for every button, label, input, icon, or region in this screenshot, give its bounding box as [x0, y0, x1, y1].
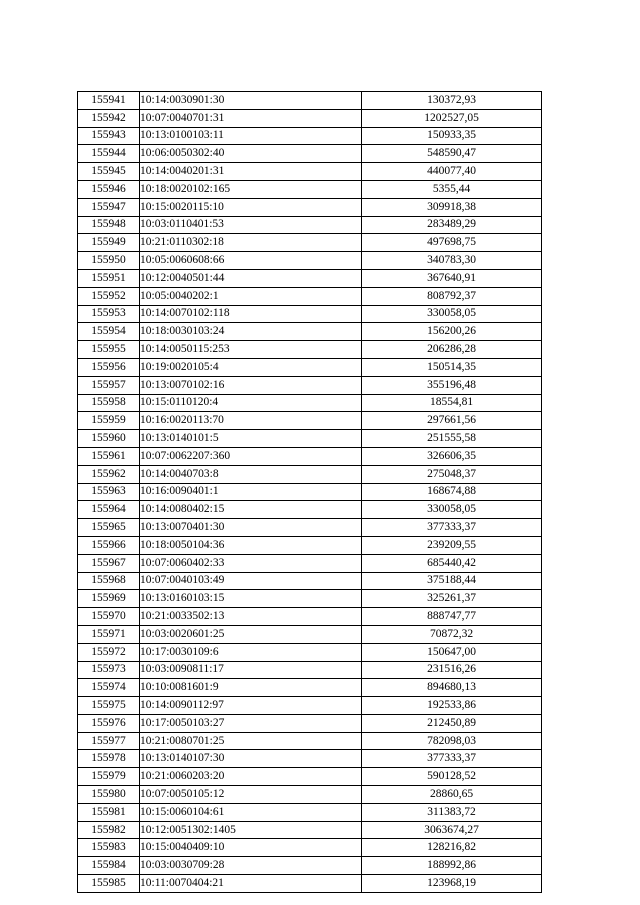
cadastral-number-cell: 10:21:0080701:25	[140, 732, 362, 750]
cadastral-number-cell: 10:14:0070102:118	[140, 305, 362, 323]
table-row	[78, 821, 542, 839]
cadastral-number-cell: 10:15:0040409:10	[140, 839, 362, 857]
table-row	[78, 180, 542, 198]
amount-cell: 497698,75	[362, 234, 542, 252]
table-row	[78, 198, 542, 216]
cadastral-number-cell: 10:03:0030709:28	[140, 857, 362, 875]
table-row	[78, 519, 542, 537]
cadastral-number-cell: 10:12:0040501:44	[140, 269, 362, 287]
amount-cell: 1202527,05	[362, 109, 542, 127]
cadastral-number-cell: 10:16:0090401:1	[140, 483, 362, 501]
amount-cell: 548590,47	[362, 145, 542, 163]
row-number-cell: 155947	[78, 198, 140, 216]
table-row	[78, 305, 542, 323]
row-number-cell: 155943	[78, 127, 140, 145]
table-row	[78, 394, 542, 412]
row-number-cell: 155974	[78, 679, 140, 697]
amount-cell: 168674,88	[362, 483, 542, 501]
row-number-cell: 155983	[78, 839, 140, 857]
row-number-cell: 155973	[78, 661, 140, 679]
row-number-cell: 155968	[78, 572, 140, 590]
cadastral-number-cell: 10:07:0062207:360	[140, 447, 362, 465]
cadastral-number-cell: 10:14:0080402:15	[140, 501, 362, 519]
cadastral-number-cell: 10:18:0030103:24	[140, 323, 362, 341]
table-row	[78, 216, 542, 234]
amount-cell: 325261,37	[362, 590, 542, 608]
row-number-cell: 155969	[78, 590, 140, 608]
cadastral-number-cell: 10:14:0040703:8	[140, 465, 362, 483]
table-row	[78, 679, 542, 697]
cadastral-number-cell: 10:13:0070401:30	[140, 519, 362, 537]
row-number-cell: 155962	[78, 465, 140, 483]
row-number-cell: 155982	[78, 821, 140, 839]
cadastral-number-cell: 10:12:0051302:1405	[140, 821, 362, 839]
table-row	[78, 358, 542, 376]
table-row	[78, 447, 542, 465]
row-number-cell: 155953	[78, 305, 140, 323]
table-row	[78, 536, 542, 554]
amount-cell: 311383,72	[362, 803, 542, 821]
row-number-cell: 155970	[78, 608, 140, 626]
cadastral-number-cell: 10:14:0090112:97	[140, 697, 362, 715]
row-number-cell: 155978	[78, 750, 140, 768]
cadastral-number-cell: 10:14:0040201:31	[140, 163, 362, 181]
row-number-cell: 155954	[78, 323, 140, 341]
table-row	[78, 163, 542, 181]
row-number-cell: 155955	[78, 341, 140, 359]
cadastral-number-cell: 10:13:0100103:11	[140, 127, 362, 145]
row-number-cell: 155976	[78, 714, 140, 732]
cadastral-number-cell: 10:18:0020102:165	[140, 180, 362, 198]
cadastral-number-cell: 10:14:0030901:30	[140, 92, 362, 110]
amount-cell: 375188,44	[362, 572, 542, 590]
table-row	[78, 786, 542, 804]
cadastral-number-cell: 10:15:0110120:4	[140, 394, 362, 412]
row-number-cell: 155956	[78, 358, 140, 376]
table-row	[78, 269, 542, 287]
amount-cell: 206286,28	[362, 341, 542, 359]
row-number-cell: 155971	[78, 625, 140, 643]
amount-cell: 888747,77	[362, 608, 542, 626]
row-number-cell: 155972	[78, 643, 140, 661]
cadastral-number-cell: 10:13:0140101:5	[140, 430, 362, 448]
amount-cell: 309918,38	[362, 198, 542, 216]
table-row	[78, 732, 542, 750]
amount-cell: 212450,89	[362, 714, 542, 732]
table-row	[78, 625, 542, 643]
amount-cell: 367640,91	[362, 269, 542, 287]
cadastral-number-cell: 10:17:0030109:6	[140, 643, 362, 661]
table-row	[78, 127, 542, 145]
row-number-cell: 155966	[78, 536, 140, 554]
cadastral-number-cell: 10:07:0040701:31	[140, 109, 362, 127]
row-number-cell: 155951	[78, 269, 140, 287]
row-number-cell: 155958	[78, 394, 140, 412]
row-number-cell: 155952	[78, 287, 140, 305]
cadastral-number-cell: 10:03:0110401:53	[140, 216, 362, 234]
amount-cell: 70872,32	[362, 625, 542, 643]
table-row	[78, 465, 542, 483]
row-number-cell: 155949	[78, 234, 140, 252]
cadastral-number-cell: 10:06:0050302:40	[140, 145, 362, 163]
table-row	[78, 768, 542, 786]
amount-cell: 283489,29	[362, 216, 542, 234]
cadastral-number-cell: 10:17:0050103:27	[140, 714, 362, 732]
amount-cell: 808792,37	[362, 287, 542, 305]
row-number-cell: 155957	[78, 376, 140, 394]
row-number-cell: 155963	[78, 483, 140, 501]
table-row	[78, 483, 542, 501]
cadastral-number-cell: 10:16:0020113:70	[140, 412, 362, 430]
table-row	[78, 839, 542, 857]
amount-cell: 355196,48	[362, 376, 542, 394]
cadastral-number-cell: 10:14:0050115:253	[140, 341, 362, 359]
amount-cell: 239209,55	[362, 536, 542, 554]
cadastral-number-cell: 10:21:0033502:13	[140, 608, 362, 626]
amount-cell: 326606,35	[362, 447, 542, 465]
table-row	[78, 501, 542, 519]
table-row	[78, 608, 542, 626]
row-number-cell: 155959	[78, 412, 140, 430]
row-number-cell: 155941	[78, 92, 140, 110]
table-row	[78, 109, 542, 127]
cadastral-number-cell: 10:18:0050104:36	[140, 536, 362, 554]
row-number-cell: 155948	[78, 216, 140, 234]
amount-cell: 231516,26	[362, 661, 542, 679]
cadastral-number-cell: 10:19:0020105:4	[140, 358, 362, 376]
row-number-cell: 155944	[78, 145, 140, 163]
table-row	[78, 287, 542, 305]
cadastral-number-cell: 10:07:0050105:12	[140, 786, 362, 804]
table-row	[78, 643, 542, 661]
amount-cell: 340783,30	[362, 252, 542, 270]
cadastral-number-cell: 10:07:0040103:49	[140, 572, 362, 590]
table-row	[78, 145, 542, 163]
cadastral-number-cell: 10:21:0110302:18	[140, 234, 362, 252]
table-row	[78, 750, 542, 768]
table-row	[78, 92, 542, 110]
row-number-cell: 155950	[78, 252, 140, 270]
table-row	[78, 341, 542, 359]
table-row	[78, 376, 542, 394]
cadastral-number-cell: 10:03:0090811:17	[140, 661, 362, 679]
table-row	[78, 875, 542, 893]
cadastral-number-cell: 10:03:0020601:25	[140, 625, 362, 643]
table-row	[78, 252, 542, 270]
table-row	[78, 803, 542, 821]
table-row	[78, 412, 542, 430]
amount-cell: 440077,40	[362, 163, 542, 181]
row-number-cell: 155980	[78, 786, 140, 804]
table-row	[78, 714, 542, 732]
row-number-cell: 155964	[78, 501, 140, 519]
amount-cell: 3063674,27	[362, 821, 542, 839]
amount-cell: 377333,37	[362, 519, 542, 537]
row-number-cell: 155942	[78, 109, 140, 127]
table-row	[78, 234, 542, 252]
amount-cell: 150933,35	[362, 127, 542, 145]
row-number-cell: 155984	[78, 857, 140, 875]
amount-cell: 130372,93	[362, 92, 542, 110]
amount-cell: 150514,35	[362, 358, 542, 376]
cadastral-number-cell: 10:13:0160103:15	[140, 590, 362, 608]
cadastral-number-cell: 10:05:0040202:1	[140, 287, 362, 305]
table-row	[78, 857, 542, 875]
amount-cell: 251555,58	[362, 430, 542, 448]
cadastral-number-cell: 10:13:0070102:16	[140, 376, 362, 394]
table-row	[78, 323, 542, 341]
row-number-cell: 155975	[78, 697, 140, 715]
row-number-cell: 155946	[78, 180, 140, 198]
amount-cell: 377333,37	[362, 750, 542, 768]
table-row	[78, 430, 542, 448]
cadastral-number-cell: 10:11:0070404:21	[140, 875, 362, 893]
amount-cell: 156200,26	[362, 323, 542, 341]
amount-cell: 28860,65	[362, 786, 542, 804]
amount-cell: 330058,05	[362, 305, 542, 323]
cadastral-number-cell: 10:13:0140107:30	[140, 750, 362, 768]
row-number-cell: 155961	[78, 447, 140, 465]
amount-cell: 685440,42	[362, 554, 542, 572]
cadastral-number-cell: 10:07:0060402:33	[140, 554, 362, 572]
amount-cell: 123968,19	[362, 875, 542, 893]
table-row	[78, 554, 542, 572]
table-row	[78, 697, 542, 715]
table-row	[78, 661, 542, 679]
cadastral-value-table	[77, 91, 542, 893]
amount-cell: 150647,00	[362, 643, 542, 661]
amount-cell: 894680,13	[362, 679, 542, 697]
row-number-cell: 155979	[78, 768, 140, 786]
row-number-cell: 155960	[78, 430, 140, 448]
cadastral-number-cell: 10:21:0060203:20	[140, 768, 362, 786]
row-number-cell: 155965	[78, 519, 140, 537]
cadastral-number-cell: 10:10:0081601:9	[140, 679, 362, 697]
amount-cell: 192533,86	[362, 697, 542, 715]
amount-cell: 330058,05	[362, 501, 542, 519]
row-number-cell: 155977	[78, 732, 140, 750]
amount-cell: 590128,52	[362, 768, 542, 786]
amount-cell: 275048,37	[362, 465, 542, 483]
amount-cell: 18554,81	[362, 394, 542, 412]
amount-cell: 5355,44	[362, 180, 542, 198]
amount-cell: 128216,82	[362, 839, 542, 857]
row-number-cell: 155945	[78, 163, 140, 181]
amount-cell: 782098,03	[362, 732, 542, 750]
cadastral-number-cell: 10:15:0060104:61	[140, 803, 362, 821]
row-number-cell: 155981	[78, 803, 140, 821]
row-number-cell: 155985	[78, 875, 140, 893]
cadastral-number-cell: 10:15:0020115:10	[140, 198, 362, 216]
table-row	[78, 572, 542, 590]
table-body	[78, 92, 542, 893]
cadastral-number-cell: 10:05:0060608:66	[140, 252, 362, 270]
table-row	[78, 590, 542, 608]
amount-cell: 297661,56	[362, 412, 542, 430]
amount-cell: 188992,86	[362, 857, 542, 875]
row-number-cell: 155967	[78, 554, 140, 572]
